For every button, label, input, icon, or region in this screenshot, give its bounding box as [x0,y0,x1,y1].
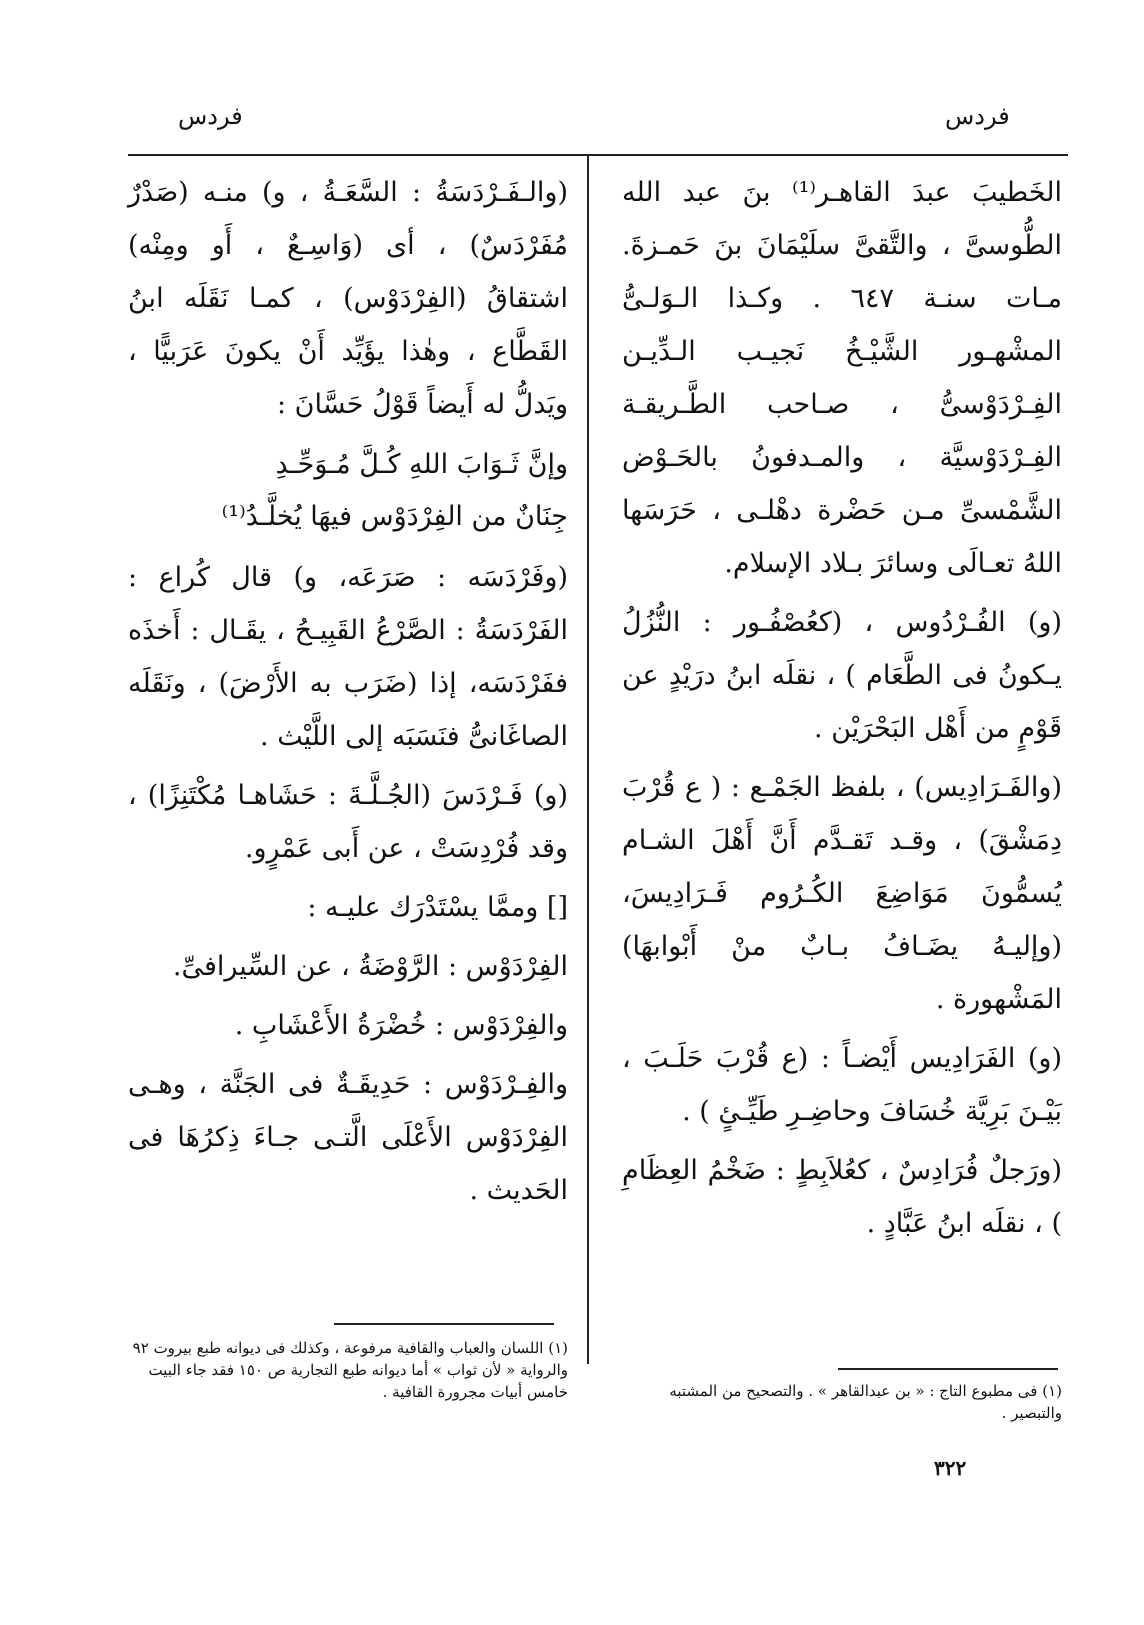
paragraph: (و) فَـرْدَسَ (الجُـلَّـةَ : حَشَاهـا مُكْتَنِزًا) ، وقد فُرْدِسَتْ ، عن أَبى عَمْرٍو. [128,780,568,864]
footnote-rule-right [838,1368,1058,1370]
header-rule [128,154,1068,156]
paragraph: (والفَـرَادِيس) ، بلفظ الجَمْـع : ( ع قُرْبَ دِمَشْقَ) ، وقـد تَقـدَّم أَنَّ أَهْلَ الشـام يُسمُّونَ مَوَاضِعَ الكُـرُوم فَـرَادِيسَ، (وإليـهُ يضَـافُ بـابٌ منْ أَبْوابهَا) المَشْهورة . [622,772,1062,1015]
footnote-rule-left [334,1323,554,1325]
paragraph: (والـفَـرْدَسَةُ : السَّعَـةُ ، و) منـه (صَدْرٌ مُفَرْدَسٌ) ، أى (وَاسِـعٌ ، أَو ومِنْه) اشتقاقُ (الفِرْدَوْس) ، كمـا نَقَلَه ابنُ القَطَّاع ، وهٰذا يؤَيِّد أَنْ يكونَ عَرَبيًّا ، ويَدلُّ له أَيضاً قَوْلُ حَسَّانَ : [128,177,568,420]
paragraph: والفِـرْدَوْس : حَدِيقَـةٌ فى الجَنَّة ، وهـى الفِرْدَوْس الأَعْلَى الَّتـى جـاءَ ذِكرُهَا فى الحَديث . [128,1069,568,1206]
page-number: ٣٢٢ [934,1456,967,1480]
right-column [622,166,1062,1256]
verse-hemistich-second: جِنَانٌ من الفِرْدَوْس فيهَا يُخلَّـدُ⁽¹⁾ [221,501,568,532]
paragraph: الفِرْدَوْس : الرَّوْضَةُ ، عن السِّيرافىِّ. [172,951,568,982]
verse-hemistich-first: وإنَّ ثَـوَابَ اللهِ كُـلَّ مُـوَحِّـدِ [275,449,568,480]
left-column [128,166,568,1223]
poetry-verse [128,439,568,543]
paragraph: (ورَجلٌ فُرَادِسٌ ، كعُلاَبِطٍ : ضَخْمُ العِظَامِ ) ، نقلَه ابنُ عَبَّادٍ . [622,1155,1062,1239]
paragraph: (و) الفَرَادِيس أَيْضـاً : (ع قُرْبَ حَلَـبَ ، بَيْـنَ بَرِيَّة خُسَافَ وحاضِـرِ طَيِّـئٍ ) . [622,1043,1062,1127]
footnote-right: (١) فى مطبوع التاج : « بن عبدالقاهر » . والتصحيح من المشتبه والتبصير . [669,1382,1062,1422]
paragraph: (وفَرْدَسَه : صَرَعَه، و) قال كُراع : الفَرْدَسَةُ : الصَّرْعُ القَبِيـحُ ، يقَـال : أَخذَه ففَرْدَسَه، إذا (ضَرَب به الأَرْضَ) ، ونَقَلَه الصاغَانىُّ فنَسَبَه إلى اللَّيْث . [128,562,568,752]
paragraph: [] وممَّا يسْتَدْرَك عليـه : [307,892,568,923]
paragraph: الخَطيبَ عبدَ القاهـر⁽¹⁾ بنَ عبد الله الطُّوسىَّ ، والتَّقىَّ سلَيْمَانَ بنَ حَمـزةَ. مـات سنـة ٦٤٧ . وكـذا الـوَلـىُّ المشْهـور الشَّيْـخُ نَجيـب الـدِّيـن الفِـرْدَوْسىُّ ، صـاحب الطَّـريقـة الفِـرْدَوْسيَّة ، والمـدفونُ بالحَـوْض الشَّمْسىِّ مـن حَضْرة دهْلـى ، حَرَسَها اللهُ تعـالَى وسائرَ بـلاد الإسلام. [622,177,1062,579]
paragraph: (و) الفُـرْدُوس ، (كعُصْفُـور : النُّزُلُ يـكونُ فى الطَّعَام ) ، نقلَه ابنُ درَيْدٍ عن قَوْمٍ من أَهْل البَحْرَيْن . [622,607,1062,744]
running-header-right: فردس [945,102,1010,130]
footnote-left: (١) اللسان والعباب والقافية مرفوعة ، وكذلك فى ديوانه طبع بيروت ٩٢ والرواية « لأن ثواب » أما ديوانه طبع التجارية ص ١٥٠ فقد جاء البيت خامس أبيات مجرورة القافية . [132,1339,568,1401]
running-header-left: فردس [178,102,243,130]
paragraph: والفِرْدَوْس : خُضْرَةُ الأَعْشَابِ . [234,1010,568,1041]
column-divider [587,154,589,1364]
